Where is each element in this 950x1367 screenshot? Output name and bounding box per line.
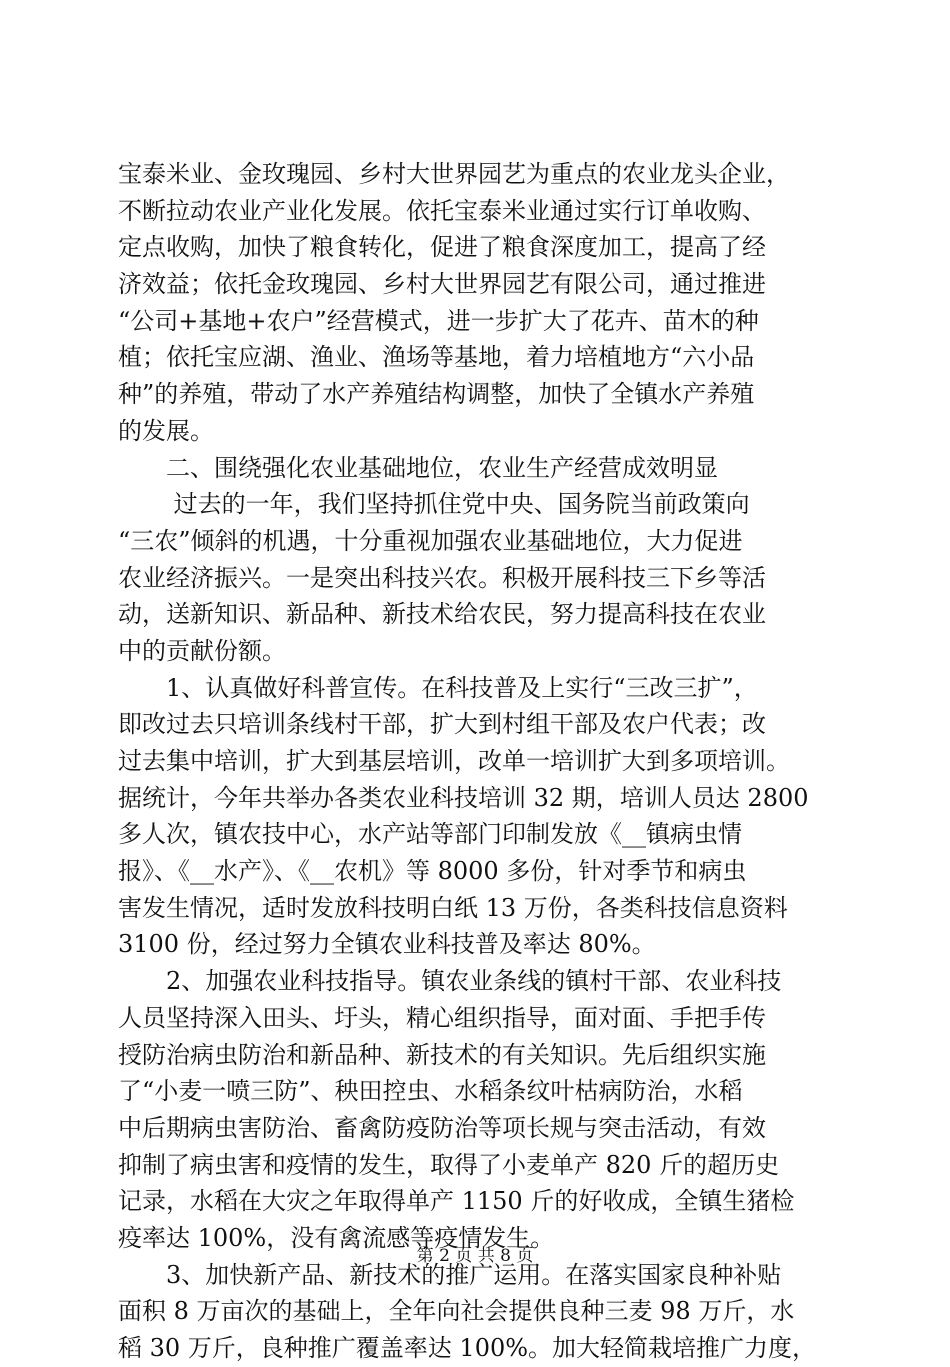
text-line: 2、加强农业科技指导。镇农业条线的镇村干部、农业科技 [118, 967, 782, 996]
section-heading: 二、围绕强化农业基础地位，农业生产经营成效明显 [118, 453, 718, 482]
text-line: 定点收购，加快了粮食转化，促进了粮食深度加工，提高了经 [118, 233, 766, 262]
text-line: 中后期病虫害防治、畜禽防疫防治等项长规与突击活动，有效 [118, 1113, 766, 1142]
text-line: 害发生情况，适时发放科技明白纸 13 万份，各类科技信息资料 [118, 893, 788, 922]
text-line: 记录，水稻在大灾之年取得单产 1150 斤的好收成，全镇生猪检 [118, 1187, 795, 1216]
text-line: 植；依托宝应湖、渔业、渔场等基地，着力培植地方“六小品 [118, 343, 755, 372]
text-line: 中的贡献份额。 [118, 636, 286, 665]
text-line: 过去的一年，我们坚持抓住党中央、国务院当前政策向 [118, 490, 750, 519]
text-line: 多人次，镇农技中心，水产站等部门印制发放《__镇病虫情 [118, 820, 742, 849]
text-line: 不断拉动农业产业化发展。依托宝泰米业通过实行订单收购、 [118, 196, 766, 225]
text-line: 了“小麦一喷三防”、秧田控虫、水稻条纹叶枯病防治，水稻 [118, 1077, 743, 1106]
text-line: 授防治病虫防治和新品种、新技术的有关知识。先后组织实施 [118, 1040, 766, 1069]
text-line: 的发展。 [118, 416, 214, 445]
text-line: 种”的养殖，带动了水产养殖结构调整，加快了全镇水产养殖 [118, 380, 755, 409]
text-line: 据统计，今年共举办各类农业科技培训 32 期，培训人员达 2800 [118, 783, 809, 812]
text-line: 1、认真做好科普宣传。在科技普及上实行“三改三扩”， [118, 673, 758, 702]
text-line: 宝泰米业、金玫瑰园、乡村大世界园艺为重点的农业龙头企业， [118, 160, 790, 188]
text-line: 即改过去只培训条线村干部，扩大到村组干部及农户代表；改 [118, 710, 766, 739]
text-line: 农业经济振兴。一是突出科技兴农。积极开展科技三下乡等活 [118, 563, 766, 592]
body-text [118, 156, 846, 1367]
text-line: 面积 8 万亩次的基础上，全年向社会提供良种三麦 98 万斤，水 [118, 1297, 795, 1326]
text-line: “公司+基地+农户”经营模式，进一步扩大了花卉、苗木的种 [118, 306, 759, 335]
text-line: 疫率达 100%，没有禽流感等疫情发生。 [118, 1223, 555, 1252]
text-line: 3、加快新产品、新技术的推广运用。在落实国家良种补贴 [118, 1260, 782, 1289]
text-line: 济效益；依托金玫瑰园、乡村大世界园艺有限公司，通过推进 [118, 270, 766, 299]
text-line: “三农”倾斜的机遇，十分重视加强农业基础地位，大力促进 [118, 526, 743, 555]
text-line: 过去集中培训，扩大到基层培训，改单一培训扩大到多项培训。 [118, 747, 790, 775]
text-line: 人员坚持深入田头、圩头，精心组织指导，面对面、手把手传 [118, 1003, 766, 1032]
text-line: 抑制了病虫害和疫情的发生，取得了小麦单产 820 斤的超历史 [118, 1150, 780, 1179]
page-footer: 第 2 页 共 8 页 [416, 1246, 534, 1266]
text-line: 3100 份，经过努力全镇农业科技普及率达 80%。 [118, 930, 656, 959]
text-line: 报》、《__水产》、《__农机》等 8000 多份，针对季节和病虫 [118, 857, 747, 886]
text-line: 稻 30 万斤，良种推广覆盖率达 100%。加大轻简栽培推广力度， [118, 1334, 817, 1362]
text-line: 动，送新知识、新品种、新技术给农民，努力提高科技在农业 [118, 600, 766, 629]
